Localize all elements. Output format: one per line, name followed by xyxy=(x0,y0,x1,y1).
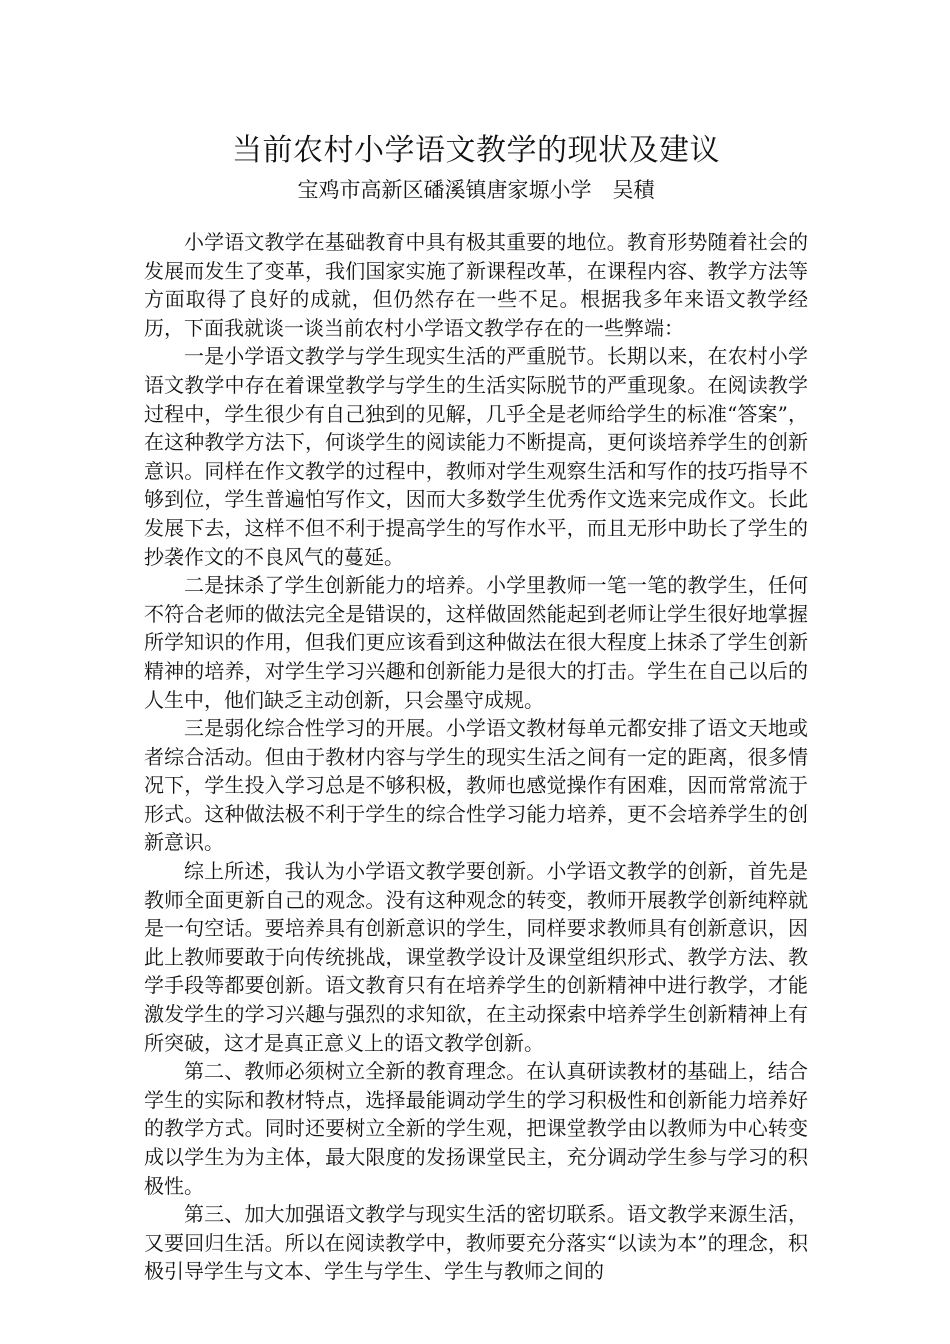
document-page xyxy=(144,130,808,1286)
author-byline: 宝鸡市高新区磻溪镇唐家塬小学 吴積 xyxy=(297,178,655,202)
paragraph-point-one: 一是小学语文教学与学生现实生活的严重脱节。长期以来，在农村小学语文教学中存在着课堂教学与学生的生活实际脱节的严重现象。在阅读教学过程中，学生很少有自己独到的见解，几乎全是老师给学生的标准“答案”，在这种教学方法下，何谈学生的阅读能力不断提高，更何谈培养学生的创新意识。同样在作文教学的过程中，教师对学生观察生活和写作的技巧指导不够到位，学生普遍怕写作文，因而大多数学生优秀作文选来完成作文。长此发展下去，这样不但不利于提高学生的写作水平，而且无形中助长了学生的抄袭作文的不良风气的蔓延。 xyxy=(144,344,808,569)
paragraph-point-two: 二是抹杀了学生创新能力的培养。小学里教师一笔一笔的教学生，任何不符合老师的做法完全是错误的，这样做固然能起到老师让学生很好地掌握所学知识的作用，但我们更应该看到这种做法在很大程度上抹杀了学生创新精神的培养，对学生学习兴趣和创新能力是很大的打击。学生在自己以后的人生中，他们缺乏主动创新，只会墨守成规。 xyxy=(144,573,808,712)
paragraph-second: 第二、教师必须树立全新的教育理念。在认真研读教材的基础上，结合学生的实际和教材特点，选择最能调动学生的学习积极性和创新能力培养好的教学方式。同时还要树立全新的学生观，把课堂教学由以教师为中心转变成以学生为为主体，最大限度的发扬课堂民主，充分调动学生参与学习的积极性。 xyxy=(144,1059,808,1198)
paragraph-intro: 小学语文教学在基础教育中具有极其重要的地位。教育形势随着社会的发展而发生了变革，我们国家实施了新课程改革，在课程内容、教学方法等方面取得了良好的成就，但仍然存在一些不足。根据我多年来语文教学经历，下面我就谈一谈当前农村小学语文教学存在的一些弊端： xyxy=(144,230,808,340)
document-title: 当前农村小学语文教学的现状及建议 xyxy=(232,133,720,168)
paragraph-third: 第三、加大加强语文教学与现实生活的密切联系。语文教学来源生活，又要回归生活。所以在阅读教学中，教师要充分落实“以读为本”的理念，积极引导学生与文本、学生与学生、学生与教师之间的 xyxy=(144,1202,808,1284)
paragraph-point-three: 三是弱化综合性学习的开展。小学语文教材每单元都安排了语文天地或者综合活动。但由于教材内容与学生的现实生活之间有一定的距离，很多情况下，学生投入学习总是不够积极，教师也感觉操作有困难，因而常常流于形式。这种做法极不利于学生的综合性学习能力培养，更不会培养学生的创新意识。 xyxy=(144,716,808,855)
paragraph-summary: 综上所述，我认为小学语文教学要创新。小学语文教学的创新，首先是教师全面更新自己的观念。没有这种观念的转变，教师开展教学创新纯粹就是一句空话。要培养具有创新意识的学生，同样要求教师具有创新意识，因此上教师要敢于向传统挑战，课堂教学设计及课堂组织形式、教学方法、教学手段等都要创新。语文教育只有在培养学生的创新精神中进行教学，才能激发学生的学习兴趣与强烈的求知欲，在主动探索中培养学生创新精神上有所突破，这才是真正意义上的语文教学创新。 xyxy=(144,859,808,1055)
